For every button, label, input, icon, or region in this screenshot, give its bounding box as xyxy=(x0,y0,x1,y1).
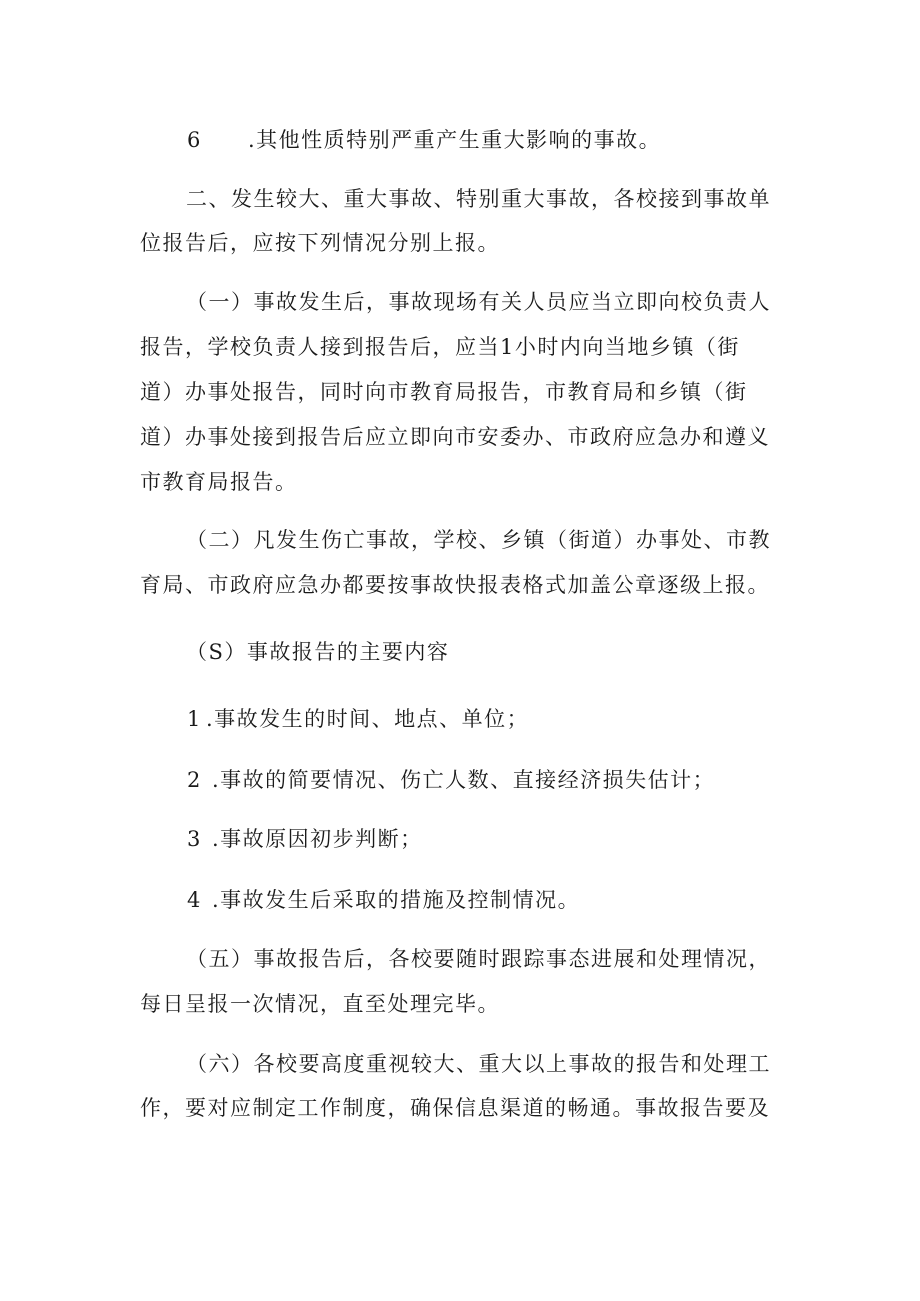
para-1-line-2: 报告，学校负责人接到报告后，应当1小时内向当地乡镇（街 xyxy=(140,335,740,359)
list-item-2-text: .事故的简要情况、伤亡人数、直接经济损失估计； xyxy=(212,768,716,792)
list-item-4-number: 4 xyxy=(187,888,201,912)
para-6-line-1: （六）各校要高度重视较大、重大以上事故的报告和处理工 xyxy=(186,1052,771,1076)
list-item-1-text: .事故发生的时间、地点、单位； xyxy=(206,707,530,731)
list-item-4-text: .事故发生后采取的措施及控制情况。 xyxy=(212,888,581,912)
para-2-line-1: （二）凡发生伤亡事故，学校、乡镇（街道）办事处、市教 xyxy=(186,528,771,552)
item-6-text: .其他性质特别严重产生重大影响的事故。 xyxy=(248,128,662,152)
para-5-line-2: 每日呈报一次情况，直至处理完毕。 xyxy=(140,992,500,1016)
para-1-line-4: 道）办事处接到报告后应立即向市安委办、市政府应急办和遵义 xyxy=(140,425,770,449)
para-1-line-5: 市教育局报告。 xyxy=(140,470,298,494)
para-6-line-2: 作，要对应制定工作制度，确保信息渠道的畅通。事故报告要及 xyxy=(140,1096,770,1120)
list-item-3-text: .事故原因初步判断； xyxy=(212,827,423,851)
para-3-heading: （S）事故报告的主要内容 xyxy=(186,640,450,664)
para-1-line-1: （一）事故发生后，事故现场有关人员应当立即向校负责人 xyxy=(186,290,771,314)
list-item-1-number: 1 xyxy=(187,707,201,731)
list-item-3-number: 3 xyxy=(187,827,201,851)
para-2-line-2: 育局、市政府应急办都要按事故快报表格式加盖公章逐级上报。 xyxy=(140,573,770,597)
para-1-line-3: 道）办事处报告，同时向市教育局报告，市教育局和乡镇（街 xyxy=(140,380,748,404)
section-2-line-2: 位报告后，应按下列情况分别上报。 xyxy=(140,231,500,255)
list-item-2-number: 2 xyxy=(187,768,201,792)
item-6-number: 6 xyxy=(187,128,201,152)
para-5-line-1: （五）事故报告后，各校要随时跟踪事态进展和处理情况， xyxy=(186,947,771,971)
section-2-line-1: 二、发生较大、重大事故、特别重大事故，各校接到事故单 xyxy=(186,187,771,211)
